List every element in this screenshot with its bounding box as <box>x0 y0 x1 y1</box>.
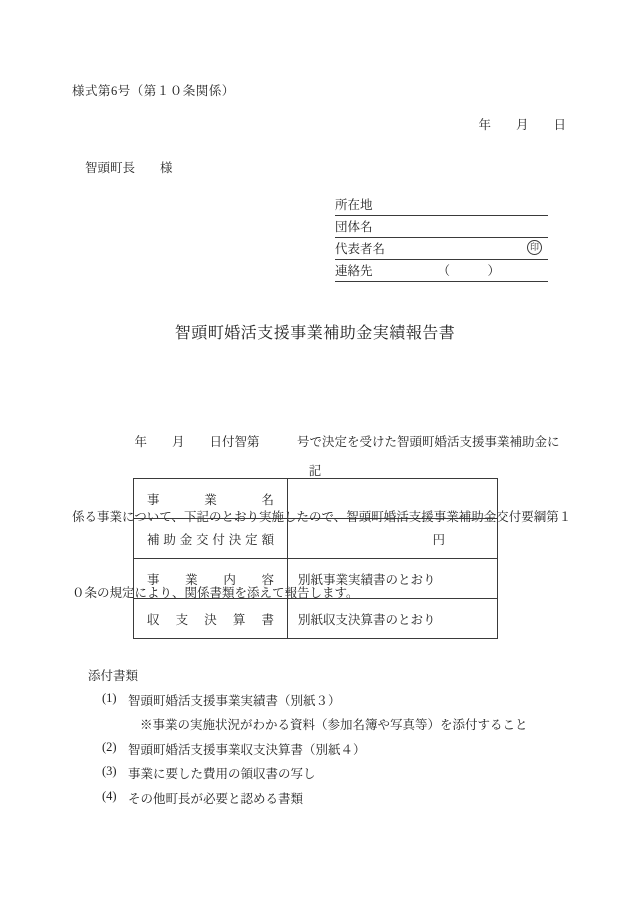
table-row-project-name <box>134 479 498 519</box>
table-value-project-name <box>288 479 498 519</box>
attachment-number-3: (3) <box>102 764 117 778</box>
attachment-number-4: (4) <box>102 788 117 803</box>
date-line: 年 月 日 <box>478 118 566 132</box>
summary-table <box>133 478 498 639</box>
attachment-text-4: その他町長が必要と認める書類 <box>128 791 304 806</box>
table-row-project-detail <box>134 559 498 599</box>
attachment-item-4 <box>85 789 585 814</box>
attachment-item-1 <box>85 691 585 716</box>
body-line-2: 係る事業について、下記のとおり実施したので、智頭町婚活支援事業補助金交付要綱第１ <box>72 510 572 525</box>
table-value-settlement: 別紙収支決算書のとおり <box>288 599 498 639</box>
field-label-contact: 連絡先 <box>335 264 373 278</box>
field-row-contact <box>335 261 548 282</box>
ki-heading: 記 <box>308 464 322 478</box>
attachment-note <box>85 715 585 740</box>
attachment-item-2 <box>85 740 585 765</box>
attachment-number-2: (2) <box>102 739 117 754</box>
field-label-representative: 代表者名 <box>335 242 386 256</box>
attachment-note-text: ※事業の実施状況がわかる資料（参加名簿や写真等）を添付すること <box>140 718 528 732</box>
table-row-grant-amount <box>134 519 498 559</box>
field-row-representative <box>335 239 548 260</box>
contact-parentheses: （ ） <box>437 264 501 278</box>
table-label-project-name: 事業名 <box>134 479 288 519</box>
table-value-grant-amount: 円 <box>288 519 498 559</box>
field-row-address <box>335 195 548 216</box>
body-line-3: ０条の規定により、関係書類を添えて報告します。 <box>72 586 359 601</box>
body-line-1: 年 月 日付智第 号で決定を受けた智頭町婚活支援事業補助金に <box>72 434 560 449</box>
table-label-grant-amount: 補助金交付決定額 <box>134 519 288 559</box>
document-title: 智頭町婚活支援事業補助金実績報告書 <box>174 325 456 342</box>
field-label-address: 所在地 <box>335 198 373 212</box>
table-label-project-detail: 事業内容 <box>134 559 288 599</box>
table-value-project-detail: 別紙事業実績書のとおり <box>288 559 498 599</box>
field-row-organization <box>335 217 548 238</box>
attachments-section <box>85 666 585 813</box>
form-number: 様式第6号（第１０条関係） <box>72 84 235 98</box>
seal-icon: 印 <box>527 240 542 255</box>
table-label-settlement: 収支決算書 <box>134 599 288 639</box>
attachment-number-1: (1) <box>102 690 117 705</box>
table-row-settlement <box>134 599 498 639</box>
field-label-organization: 団体名 <box>335 220 373 234</box>
applicant-fields <box>335 195 548 283</box>
attachment-text-2: 智頭町婚活支援事業収支決算書（別紙４） <box>128 742 366 757</box>
addressee-line: 智頭町長 様 <box>85 161 173 175</box>
attachment-text-1: 智頭町婚活支援事業実績書（別紙３） <box>128 693 341 708</box>
attachment-text-3: 事業に要した費用の領収書の写し <box>128 767 316 781</box>
attachments-heading: 添付書類 <box>88 669 139 683</box>
attachment-item-3 <box>85 764 585 789</box>
